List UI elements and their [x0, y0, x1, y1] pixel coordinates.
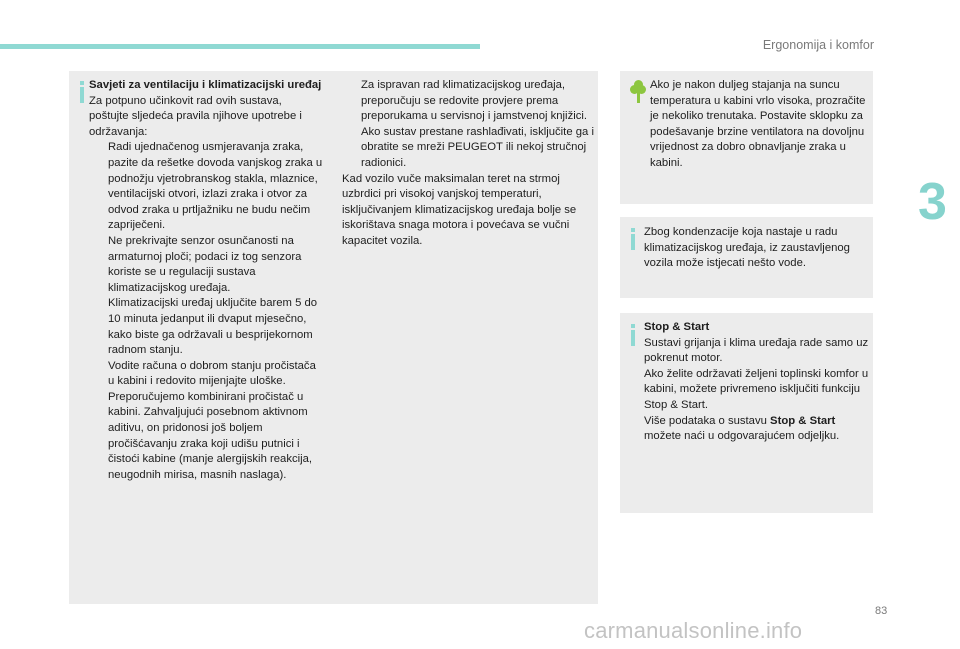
list-item: Ako sustav prestane rashlađivati, isključite ga i obratite se mreži PEUGEOT ili nekoj stručnoj radionici. — [361, 125, 594, 169]
section-title: Ergonomija i komfor — [762, 38, 874, 52]
list-item: Za ispravan rad klimatizacijskog uređaja, preporučuju se redovite provjere prema preporukama u servisnoj i jamstvenoj knjižici. — [361, 79, 588, 123]
condensation-text: Zbog kondenzacije koja nastaje u radu klimatizacijskog uređaja, iz zaustavljenog vozila može istjecati nešto vode. — [644, 226, 850, 270]
stop-start-line-1: Sustavi grijanja i klima uređaja rade samo uz pokrenut motor. — [644, 336, 869, 365]
ventilation-intro: Za potpuno učinkovit rad ovih sustava, poštujte sljedeća pravila njihove upotrebe i održavanja: — [89, 94, 302, 138]
eco-tree-icon — [630, 80, 646, 104]
ventilation-title: Savjeti za ventilaciju i klimatizacijski uređaj — [89, 79, 322, 91]
header-accent-bar — [0, 44, 480, 49]
stop-start-title: Stop & Start — [644, 321, 710, 333]
ventilation-column-2 — [342, 78, 594, 250]
eco-tip-text: Ako je nakon duljeg stajanja na suncu temperatura u kabini vrlo visoka, prozračite je nekoliko trenutaka. Postavite sklopku za podešavanje brzine ventilatora na dovoljnu vrijednost za dobro obnavljanje zraka u kabini. — [650, 79, 866, 169]
info-icon — [626, 228, 640, 250]
list-item: Vodite računa o dobrom stanju pročistača u kabini i redovito mijenjajte uloške. Preporučujemo kombinirani pročistač u kabini. Zahvaljujući posebnom aktivnom aditivu, on pridonosi još boljem pročišćavanju zraka koji udišu putnici i čistoći kabine (manje alergijskih reakcija, neugodnih mirisa, masnih naslaga). — [108, 359, 316, 481]
list-item: Radi ujednačenog usmjeravanja zraka, pazite da rešetke dovoda vanjskog zraka u podnožju vjetrobranskog stakla, mlaznice, ventilacijski otvori, izlazi zraka i otvor za odvod zraka u prtljažniku ne budu nečim zapriječeni. — [108, 141, 323, 232]
stop-start-line-2: Ako želite održavati željeni toplinski komfor u kabini, možete privremeno isključiti funkciju Stop & Start. — [644, 367, 869, 411]
list-item: Ne prekrivajte senzor osunčanosti na armaturnoj ploči; podaci iz tog senzora koriste se u regulaciji sustava klimatizacijskog uređaja. — [108, 234, 302, 294]
info-icon — [75, 81, 89, 103]
ventilation-column-1 — [89, 78, 323, 483]
watermark: carmanualsonline.info — [584, 618, 803, 643]
list-item: Klimatizacijski uređaj uključite barem 5 do 10 minuta jedanput ili dvaput mjesečno, kako biste ga održavali u besprijekornom radnom stanju. — [108, 297, 318, 357]
chapter-number: 3 — [918, 173, 947, 231]
info-icon — [626, 324, 640, 346]
towing-note: Kad vozilo vuče maksimalan teret na strmoj uzbrdici pri visokoj vanjskoj temperaturi, isključivanjem klimatizacijskog uređaja bolje se iskorištava snaga motora i povećava se vučni kapacitet vozila. — [342, 172, 577, 247]
stop-start-reference: Stop & Start — [770, 414, 836, 427]
stop-start-line-3: Više podataka o sustavu Stop & Start možete naći u odgovarajućem odjeljku. — [644, 414, 840, 443]
stop-start-section — [644, 320, 870, 445]
page-number: 83 — [875, 605, 888, 617]
